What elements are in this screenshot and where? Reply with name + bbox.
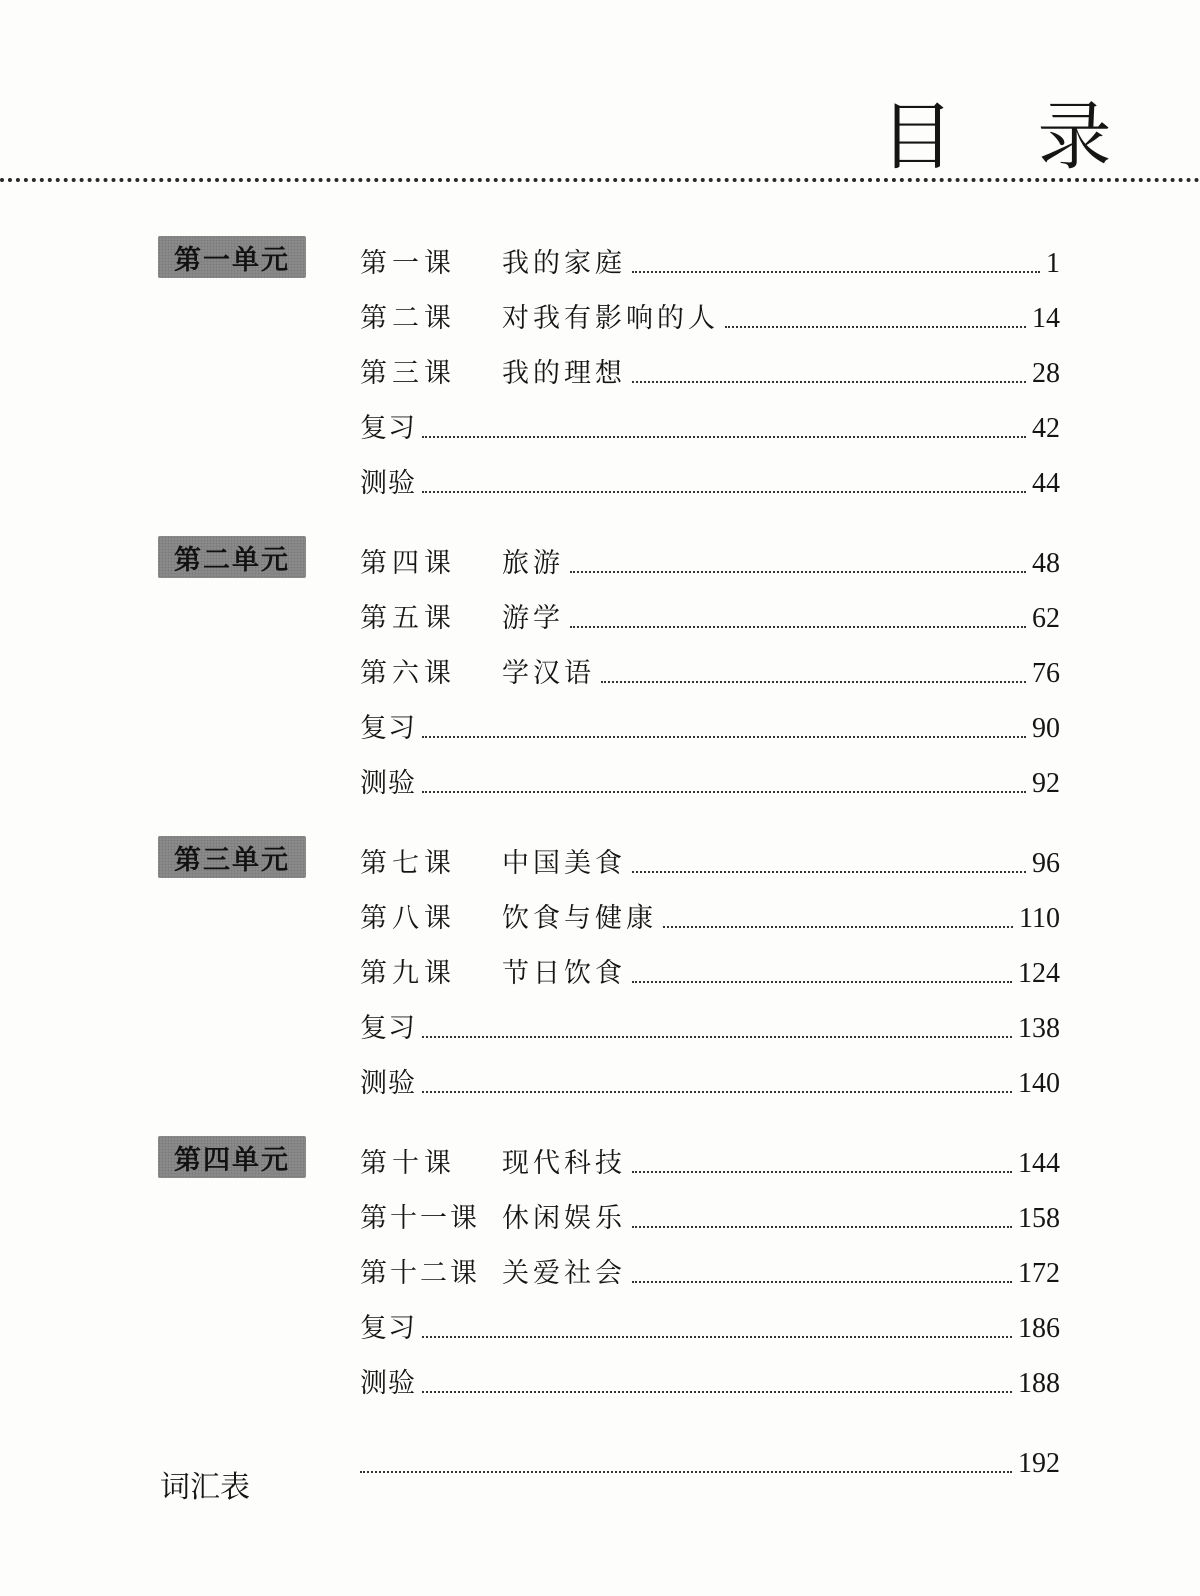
dot-leader [422, 1091, 1012, 1093]
page-number: 192 [1018, 1448, 1060, 1479]
page-number: 44 [1032, 468, 1060, 499]
dot-leader [663, 926, 1013, 928]
page-number: 28 [1032, 358, 1060, 389]
toc-entry-review-2[interactable] [360, 705, 1060, 745]
toc-entry-lesson-8[interactable] [360, 895, 1060, 935]
lesson-title: 节日饮食 [502, 958, 626, 989]
dot-leader [422, 436, 1026, 438]
dot-leader [570, 571, 1026, 573]
dot-leader [632, 271, 1040, 273]
dot-leader [422, 791, 1026, 793]
lesson-number: 第五课 [360, 603, 456, 634]
page-number: 138 [1018, 1013, 1060, 1044]
unit-badge-1: 第一单元 [158, 236, 306, 278]
dot-leader [422, 736, 1026, 738]
toc-entry-glossary[interactable] [360, 1440, 1060, 1480]
lesson-title: 现代科技 [502, 1148, 626, 1179]
lesson-title: 我的家庭 [502, 248, 626, 279]
page-number: 110 [1019, 903, 1060, 934]
page-number: 144 [1018, 1148, 1060, 1179]
lesson-title: 饮食与健康 [502, 903, 657, 934]
lesson-number: 第十二课 [360, 1258, 480, 1289]
toc-entry-review-1[interactable] [360, 405, 1060, 445]
page-number: 76 [1032, 658, 1060, 689]
page-number: 90 [1032, 713, 1060, 744]
dot-leader [632, 1226, 1012, 1228]
lesson-number: 第八课 [360, 903, 456, 934]
dot-leader [360, 1471, 1012, 1473]
page-number: 14 [1032, 303, 1060, 334]
quiz-label: 测验 [360, 768, 416, 799]
lesson-number: 第六课 [360, 658, 456, 689]
toc-entry-lesson-3[interactable] [360, 350, 1060, 390]
quiz-label: 测验 [360, 1068, 416, 1099]
lesson-title: 休闲娱乐 [502, 1203, 626, 1234]
toc-entry-review-4[interactable] [360, 1305, 1060, 1345]
dot-leader [725, 326, 1026, 328]
toc-entry-lesson-7[interactable] [360, 840, 1060, 880]
toc-entry-quiz-2[interactable] [360, 760, 1060, 800]
lesson-number: 第九课 [360, 958, 456, 989]
page-number: 158 [1018, 1203, 1060, 1234]
glossary-label: 词汇表 [160, 1470, 250, 1505]
quiz-label: 测验 [360, 468, 416, 499]
unit-badge-3: 第三单元 [158, 836, 306, 878]
page-title: 目 录 [880, 94, 1142, 180]
lesson-number: 第十一课 [360, 1203, 480, 1234]
page-number: 172 [1018, 1258, 1060, 1289]
toc-entry-quiz-3[interactable] [360, 1060, 1060, 1100]
lesson-number: 第十课 [360, 1148, 456, 1179]
toc-entry-lesson-6[interactable] [360, 650, 1060, 690]
review-label: 复习 [360, 413, 416, 444]
lesson-title: 旅游 [502, 548, 564, 579]
dot-leader [632, 381, 1026, 383]
page-number: 188 [1018, 1368, 1060, 1399]
dot-leader [422, 1336, 1012, 1338]
page-number: 96 [1032, 848, 1060, 879]
quiz-label: 测验 [360, 1368, 416, 1399]
unit-badge-4: 第四单元 [158, 1136, 306, 1178]
dot-leader [422, 491, 1026, 493]
review-label: 复习 [360, 1013, 416, 1044]
lesson-title: 我的理想 [502, 358, 626, 389]
dot-leader [632, 981, 1012, 983]
toc-entry-lesson-5[interactable] [360, 595, 1060, 635]
toc-entry-lesson-4[interactable] [360, 540, 1060, 580]
page-number: 124 [1018, 958, 1060, 989]
lesson-title: 游学 [502, 603, 564, 634]
lesson-number: 第三课 [360, 358, 456, 389]
dot-leader [422, 1391, 1012, 1393]
lesson-number: 第四课 [360, 548, 456, 579]
lesson-number: 第二课 [360, 303, 456, 334]
dot-leader [632, 1171, 1012, 1173]
page-number: 140 [1018, 1068, 1060, 1099]
page-number: 48 [1032, 548, 1060, 579]
toc-entry-lesson-10[interactable] [360, 1140, 1060, 1180]
lesson-title: 学汉语 [502, 658, 595, 689]
toc-entry-lesson-11[interactable] [360, 1195, 1060, 1235]
page-number: 62 [1032, 603, 1060, 634]
page-number: 92 [1032, 768, 1060, 799]
dot-leader [632, 871, 1026, 873]
page-number: 1 [1046, 248, 1060, 279]
review-label: 复习 [360, 713, 416, 744]
lesson-title: 关爱社会 [502, 1258, 626, 1289]
page-number: 186 [1018, 1313, 1060, 1344]
title-dotted-rule [0, 178, 1200, 182]
page-number: 42 [1032, 413, 1060, 444]
lesson-number: 第七课 [360, 848, 456, 879]
toc-entry-review-3[interactable] [360, 1005, 1060, 1045]
toc-entry-quiz-1[interactable] [360, 460, 1060, 500]
toc-entry-lesson-2[interactable] [360, 295, 1060, 335]
toc-entry-lesson-12[interactable] [360, 1250, 1060, 1290]
dot-leader [570, 626, 1026, 628]
toc-entry-quiz-4[interactable] [360, 1360, 1060, 1400]
dot-leader [422, 1036, 1012, 1038]
unit-badge-2: 第二单元 [158, 536, 306, 578]
toc-entry-lesson-1[interactable] [360, 240, 1060, 280]
toc-entry-lesson-9[interactable] [360, 950, 1060, 990]
dot-leader [632, 1281, 1012, 1283]
lesson-number: 第一课 [360, 248, 456, 279]
review-label: 复习 [360, 1313, 416, 1344]
lesson-title: 对我有影响的人 [502, 303, 719, 334]
dot-leader [601, 681, 1026, 683]
lesson-title: 中国美食 [502, 848, 626, 879]
